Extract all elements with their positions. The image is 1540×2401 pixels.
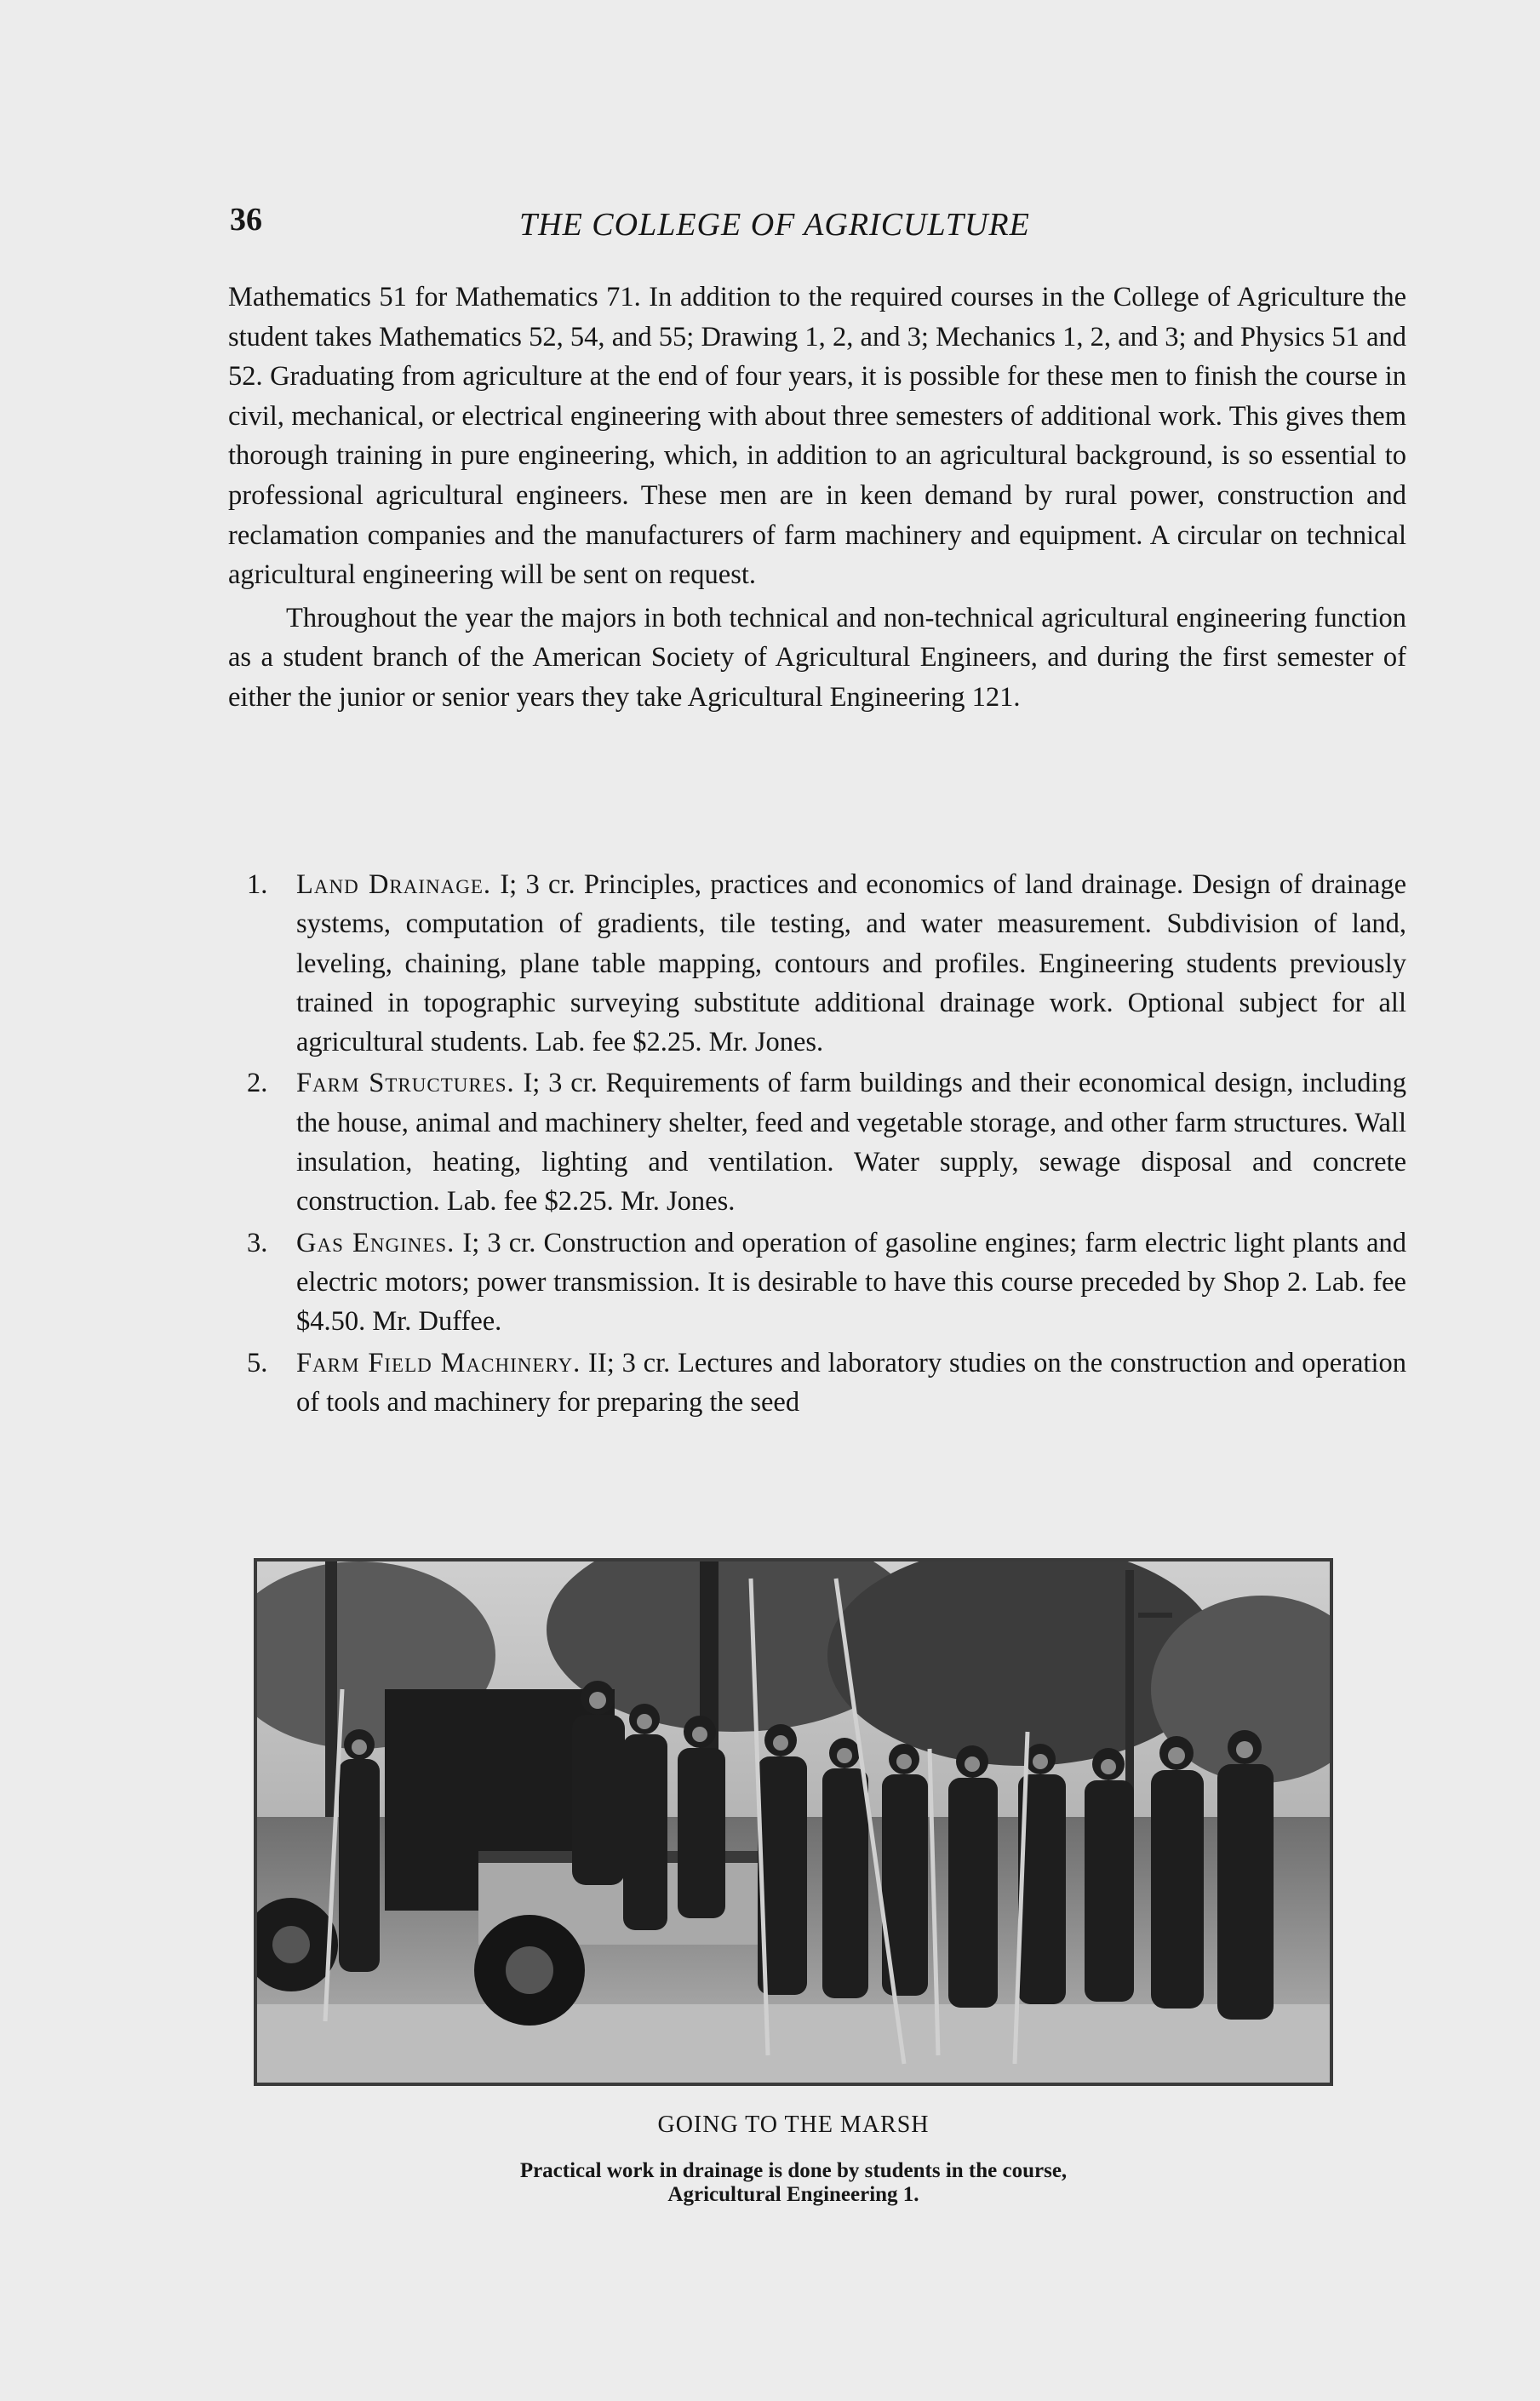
page-header — [230, 201, 1166, 252]
course-title: Farm Structures. — [296, 1068, 515, 1099]
course-number: 5. — [247, 1347, 268, 1378]
running-title: THE COLLEGE OF AGRICULTURE — [519, 207, 1030, 243]
course-title: Farm Field Machinery. — [296, 1347, 581, 1378]
course-entry — [228, 1063, 1406, 1221]
photograph-students-marsh — [254, 1558, 1333, 2086]
course-number: 1. — [247, 869, 268, 900]
course-title: Land Drainage. — [296, 869, 492, 900]
body-text — [228, 278, 1406, 718]
photo-illustration — [257, 1562, 1330, 2083]
course-entry — [228, 1344, 1406, 1423]
course-description: I; 3 cr. Requirements of farm buildings and their economical design, including the house, animal and machinery shelter, feed and vegetable storage, and other farm structures. Wall insulation, heating, lighting and ventilation. Water supply, sewage disposal and concrete construction. Lab. fee $2.25. Mr. Jones. — [296, 1068, 1406, 1218]
course-list — [228, 865, 1406, 1424]
figure-caption — [254, 2159, 1333, 2207]
figure-caption-title: GOING TO THE MARSH — [657, 2112, 930, 2138]
figure-caption-line: Practical work in drainage is done by students in the course, — [519, 2159, 1068, 2182]
course-entry — [228, 865, 1406, 1062]
course-number: 3. — [247, 1227, 268, 1258]
figure-caption-line: Agricultural Engineering 1. — [667, 2183, 919, 2206]
course-description: I; 3 cr. Principles, practices and economics of land drainage. Design of drainage systems, computation of gradients, tile testing, and water measurement. Subdivision of land, leveling, chaining, plane table mapping, contours and profiles. Engineering students previously trained in topographic surveying substitute additional drainage work. Optional subject for all agricultural students. Lab. fee $2.25. Mr. Jones. — [296, 869, 1407, 1058]
course-entry — [228, 1223, 1406, 1342]
course-description: II; 3 cr. Lectures and laboratory studies on the construction and operation of tools and machinery for preparing the seed — [296, 1347, 1406, 1418]
course-title: Gas Engines. — [296, 1227, 455, 1258]
page-number: 36 — [230, 202, 262, 238]
paragraph: Throughout the year the majors in both technical and non-technical agricultural engineering function as a student branch of the American Society of Agricultural Engineers, and during the first semester of either the junior or senior years they take Agricultural Engineering 121. — [228, 602, 1406, 713]
course-number: 2. — [247, 1068, 268, 1099]
paragraph: Mathematics 51 for Mathematics 71. In addition to the required courses in the College of Agriculture the student takes Mathematics 52, 54, and 55; Drawing 1, 2, and 3; Mechanics 1, 2, and 3; and Physics 51 and 52. Graduating from agriculture at the end of four years, it is possible for these men to finish the course in civil, mechanical, or electrical engineering with about three semesters of additional work. This gives them thorough training in pure engineering, which, in addition to an agricultural background, is so essential to professional agricultural engineers. These men are in keen demand by rural power, construction and reclamation companies and the manufacturers of farm machinery and equipment. A circular on technical agricultural engineering will be sent on request. — [228, 282, 1406, 591]
course-description: I; 3 cr. Construction and operation of gasoline engines; farm electric light plants and electric motors; power transmission. It is desirable to have this course preceded by Shop 2. Lab. fee $4.50. Mr. Duffee. — [296, 1227, 1406, 1338]
